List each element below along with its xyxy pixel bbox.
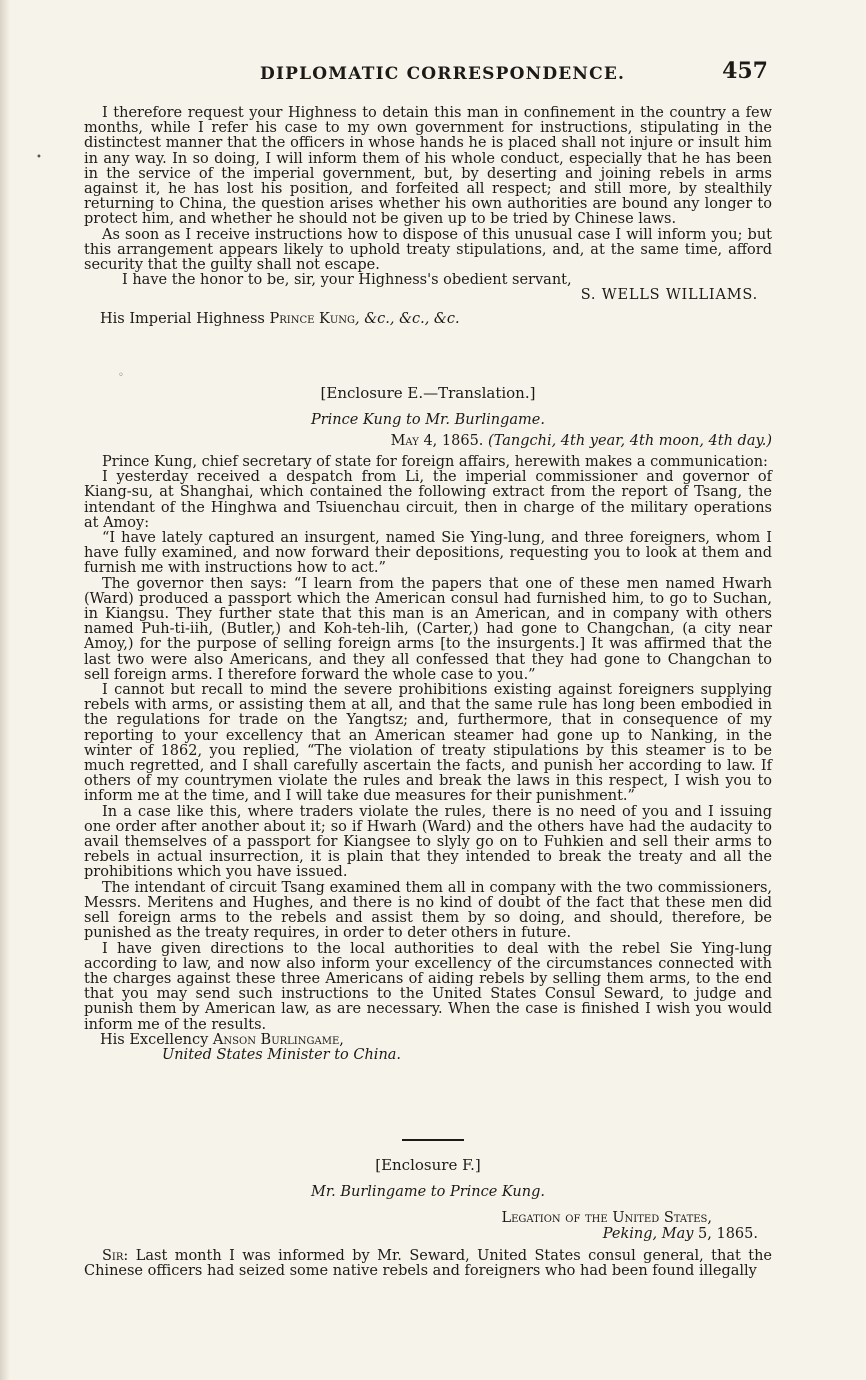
paragraph: I have given directions to the local authorities to deal with the rebel Sie Ying-lung according to law, and now also inform your excellency of the circumstances connected with the charges against these three Americans of aiding rebels by selling them arms, to the end that you may send such instructions to the United States Consul Seward, to judge and punish them by American law, as are necessary. When the case is finished I wish you would inform me of the results. bbox=[84, 940, 772, 1033]
signature: S. WELLS WILLIAMS. bbox=[580, 287, 758, 304]
place-date-line bbox=[84, 1226, 772, 1242]
letter-burlingame bbox=[84, 1249, 772, 1279]
paragraph: “I have lately captured an insurgent, named Sie Ying-lung, and three foreigners, whom I have fully examined, and now forward their depositions, requesting you to look at them and furnish me with instructions how to act.” bbox=[84, 530, 772, 577]
page-left-edge bbox=[0, 0, 10, 1380]
enclosure-e-date-note: (Tangchi, 4th year, 4th moon, 4th day.) bbox=[488, 433, 772, 449]
running-header bbox=[84, 58, 768, 88]
addressee-prefix: His Imperial Highness bbox=[100, 310, 270, 327]
place-date-rest: 5, 1865. bbox=[693, 1226, 758, 1242]
paragraph: As soon as I receive instructions how to dispose of this unusual case I will inform you; but this arrangement appears likely to uphold treaty stipulations, and, at the same time, afford security that the guilty shall not escape. bbox=[84, 226, 772, 274]
running-title: DIPLOMATIC CORRESPONDENCE. bbox=[260, 64, 626, 84]
paragraph: I yesterday received a despatch from Li, the imperial commissioner and governor of Kiang-su, at Shanghai, which contained the following extract from the report of Tsang, the intendant of the Hinghwa and Tsiuenchau circuit, then in charge of the military operations at Amoy: bbox=[84, 469, 772, 531]
paragraph: I therefore request your Highness to detain this man in confinement in the country a few months, while I refer his case to my own government for instructions, stipulating in the distinctest manner that the officers in whose hands he is placed shall not injure or insult him in any way. In so doing, I will inform them of his whole conduct, especially that he has been in the service of the imperial government, but, by deserting and joining rebels in arms against it, he has lost his position, and forfeited all respect; and still more, by stealthily returning to China, the question arises whether his own authorities are bound any longer to protect him, and whether he should not be given up to be tried by Chinese laws. bbox=[84, 105, 772, 228]
paragraph: The intendant of circuit Tsang examined them all in company with the two commissioners, Messrs. Meritens and Hughes, and there is no kind of doubt of the fact that these men did sell foreign arms to the rebels and assist them by so doing, and should, therefore, be punished as the treaty requires, in order to deter others in future. bbox=[84, 879, 772, 942]
enclosure-e-addressee bbox=[84, 1033, 772, 1048]
enclosure-e-subtitle: Prince Kung to Mr. Burlingame. bbox=[310, 412, 546, 428]
addressee-name: Anson Burlingame, bbox=[212, 1031, 344, 1048]
section-divider bbox=[402, 1139, 464, 1141]
legation-line: Legation of the United States, bbox=[501, 1210, 712, 1226]
paragraph-text: : Last month I was informed by Mr. Seward, United States consul general, that the Chinese officers had seized some native rebels and foreigners who had been found illegally bbox=[84, 1248, 772, 1280]
letter-prince-kung bbox=[84, 455, 772, 1063]
paragraph bbox=[84, 1249, 772, 1279]
closing-line: I have the honor to be, sir, your Highness's obedient servant, bbox=[122, 272, 572, 289]
paragraph: Prince Kung, chief secretary of state for foreign affairs, herewith makes a communication: bbox=[102, 454, 768, 470]
letter-williams bbox=[84, 106, 772, 327]
enclosure-e-title: [Enclosure E.—Translation.] bbox=[320, 384, 536, 402]
margin-mark: ◦ bbox=[118, 370, 124, 381]
enclosure-f-subtitle: Mr. Burlingame to Prince Kung. bbox=[310, 1184, 546, 1200]
paragraph: I cannot but recall to mind the severe prohibitions existing against foreigners supplying rebels with arms, or assisting them at all, and that the same rule has long been embodied in the regulations for trade on the Yangtsz; and, furthermore, that in consequence of my reporting to your excellency that an American steamer had gone up to Nanking, in the winter of 1862, you replied, “The violation of treaty stipulations by this steamer is to be much regretted, and I shall carefully ascertain the facts, and punish her according to law. If others of my countrymen violate the rules and break the laws in this respect, I wish you to inform me at the time, and I will take due measures for their punishment.” bbox=[84, 682, 772, 805]
paragraph: The governor then says: “I learn from the papers that one of these men named Hwarh (Ward) produced a passport which the American consul had furnished him, to go to Suchan, in Kiangsu. They further state that this man is an American, and in company with others named Puh-ti-iih, (Butler,) and Koh-teh-lih, (Carter,) had gone to Changchan, (a city near Amoy,) for the purpose of selling foreign arms [to the insurgents.] It was affirmed that the last two were also Americans, and they all confessed that they had gone to Changchan to sell foreign arms. I therefore forward the whole case to you.” bbox=[84, 575, 772, 683]
enclosure-e-date: May 4, 1865. bbox=[390, 433, 484, 449]
salutation: Sir bbox=[102, 1248, 124, 1264]
enclosure-e-dateline bbox=[84, 433, 772, 449]
addressee-prefix: His Excellency bbox=[100, 1031, 213, 1048]
paragraph: In a case like this, where traders violate the rules, there is no need of you and I issuing one order after another about it; so if Hwarh (Ward) and the others have had the audacity to avail themselves of a passport for Kiangsee to slyly go on to Fuhkien and sell their arms to rebels in actual insurrection, it is plain that they intended to break the treaty and all the prohibitions which you have issued. bbox=[84, 803, 772, 881]
place-date-italic: Peking, May bbox=[602, 1226, 694, 1242]
margin-mark: • bbox=[36, 152, 42, 163]
page-number: 457 bbox=[722, 58, 768, 84]
addressee-suffix: , &c., &c., &c. bbox=[355, 310, 460, 327]
addressee bbox=[84, 312, 772, 327]
enclosure-f-title: [Enclosure F.] bbox=[375, 1156, 481, 1174]
closing-block bbox=[84, 273, 772, 288]
addressee-title: United States Minister to China. bbox=[162, 1046, 402, 1063]
addressee-name: Prince Kung bbox=[269, 310, 355, 327]
